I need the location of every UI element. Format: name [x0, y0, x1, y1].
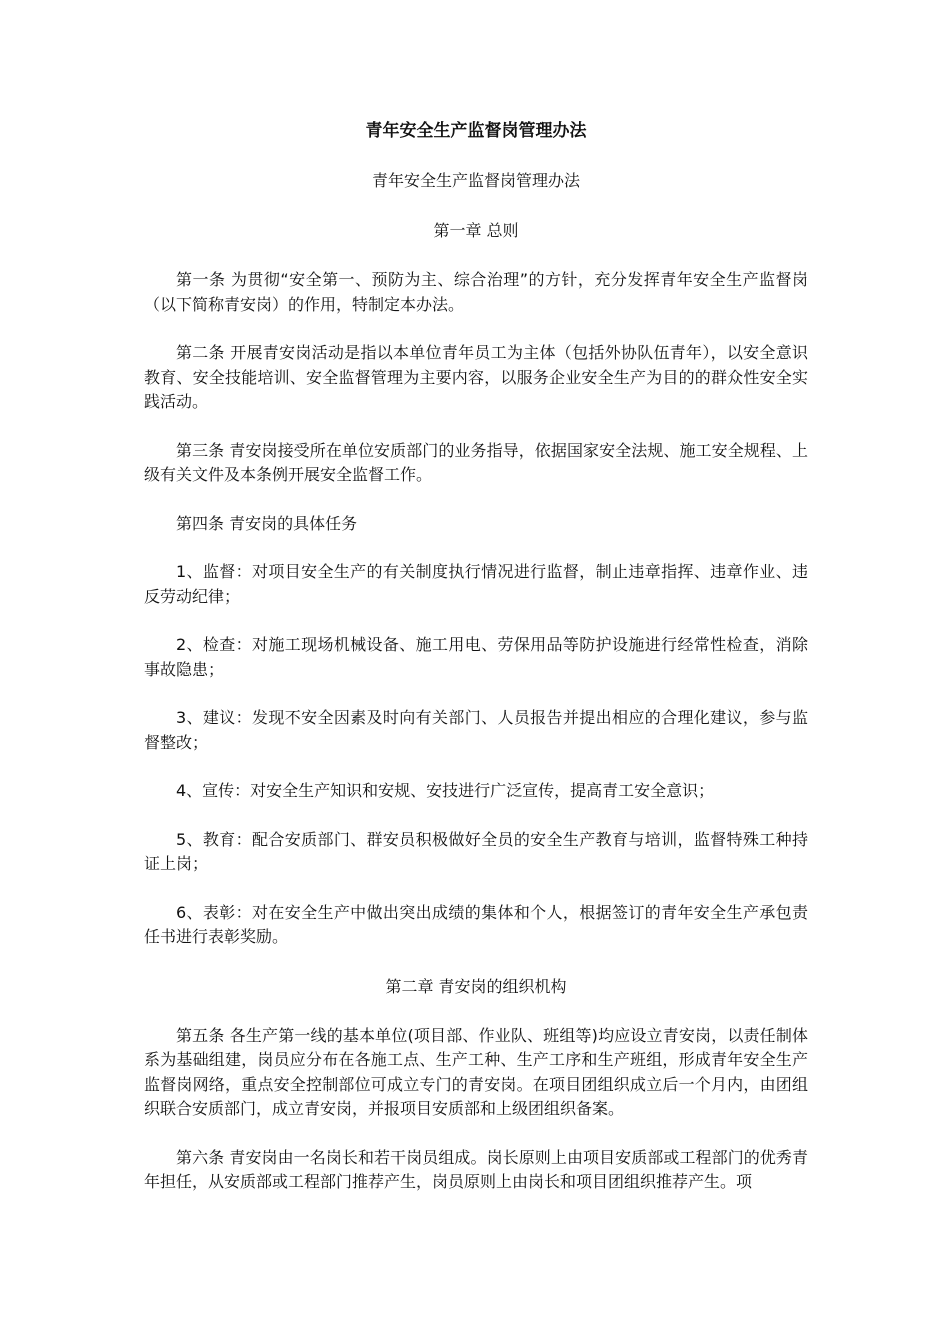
task-item-supervise: 1、监督：对项目安全生产的有关制度执行情况进行监督，制止违章指挥、违章作业、违反劳动纪律；: [144, 562, 808, 606]
article-5: 第五条 各生产第一线的基本单位(项目部、作业队、班组等)均应设立青安岗，以责任制体系为基础组建，岗员应分布在各施工点、生产工种、生产工序和生产班组，形成青年安全生产监督岗网络，重点安全控制部位可成立专门的青安岗。在项目团组织成立后一个月内，由团组织联合安质部门，成立青安岗，并报项目安质部和上级团组织备案。: [144, 1025, 808, 1118]
article-6: 第六条 青安岗由一名岗长和若干岗员组成。岗长原则上由项目安质部或工程部门的优秀青年担任，从安质部或工程部门推荐产生，岗员原则上由岗长和项目团组织推荐产生。项: [144, 1147, 808, 1191]
task-item-commend: 6、表彰：对在安全生产中做出突出成绩的集体和个人，根据签订的青年安全生产承包责任书进行表彰奖励。: [144, 902, 808, 946]
task-item-educate: 5、教育：配合安质部门、群安员积极做好全员的安全生产教育与培训，监督特殊工种持证上岗；: [144, 829, 808, 873]
document-title: 青年安全生产监督岗管理办法: [365, 121, 587, 141]
chapter-heading-2: 第二章 青安岗的组织机构: [385, 976, 567, 996]
article-4: 第四条 青安岗的具体任务: [176, 513, 358, 533]
chapter-heading-1: 第一章 总则: [433, 221, 519, 240]
article-2: 第二条 开展青安岗活动是指以本单位青年员工为主体（包括外协队伍青年），以安全意识教育、安全技能培训、安全监督管理为主要内容，以服务企业安全生产为目的的群众性安全实践活动。: [144, 343, 808, 411]
document-page: [144, 118, 808, 1219]
task-item-publicize: 4、宣传：对安全生产知识和安规、安技进行广泛宣传，提高青工安全意识；: [176, 781, 715, 800]
article-1: 第一条 为贯彻“安全第一、预防为主、综合治理”的方针，充分发挥青年安全生产监督岗（以下简称青安岗）的作用，特制定本办法。: [144, 270, 808, 314]
task-item-inspect: 2、检查：对施工现场机械设备、施工用电、劳保用品等防护设施进行经常性检查，消除事故隐患；: [144, 635, 808, 679]
article-3: 第三条 青安岗接受所在单位安质部门的业务指导，依据国家安全法规、施工安全规程、上级有关文件及本条例开展安全监督工作。: [144, 440, 808, 484]
document-subtitle: 青年安全生产监督岗管理办法: [371, 171, 580, 190]
task-item-suggest: 3、建议：发现不安全因素及时向有关部门、人员报告并提出相应的合理化建议，参与监督整改；: [144, 708, 808, 752]
